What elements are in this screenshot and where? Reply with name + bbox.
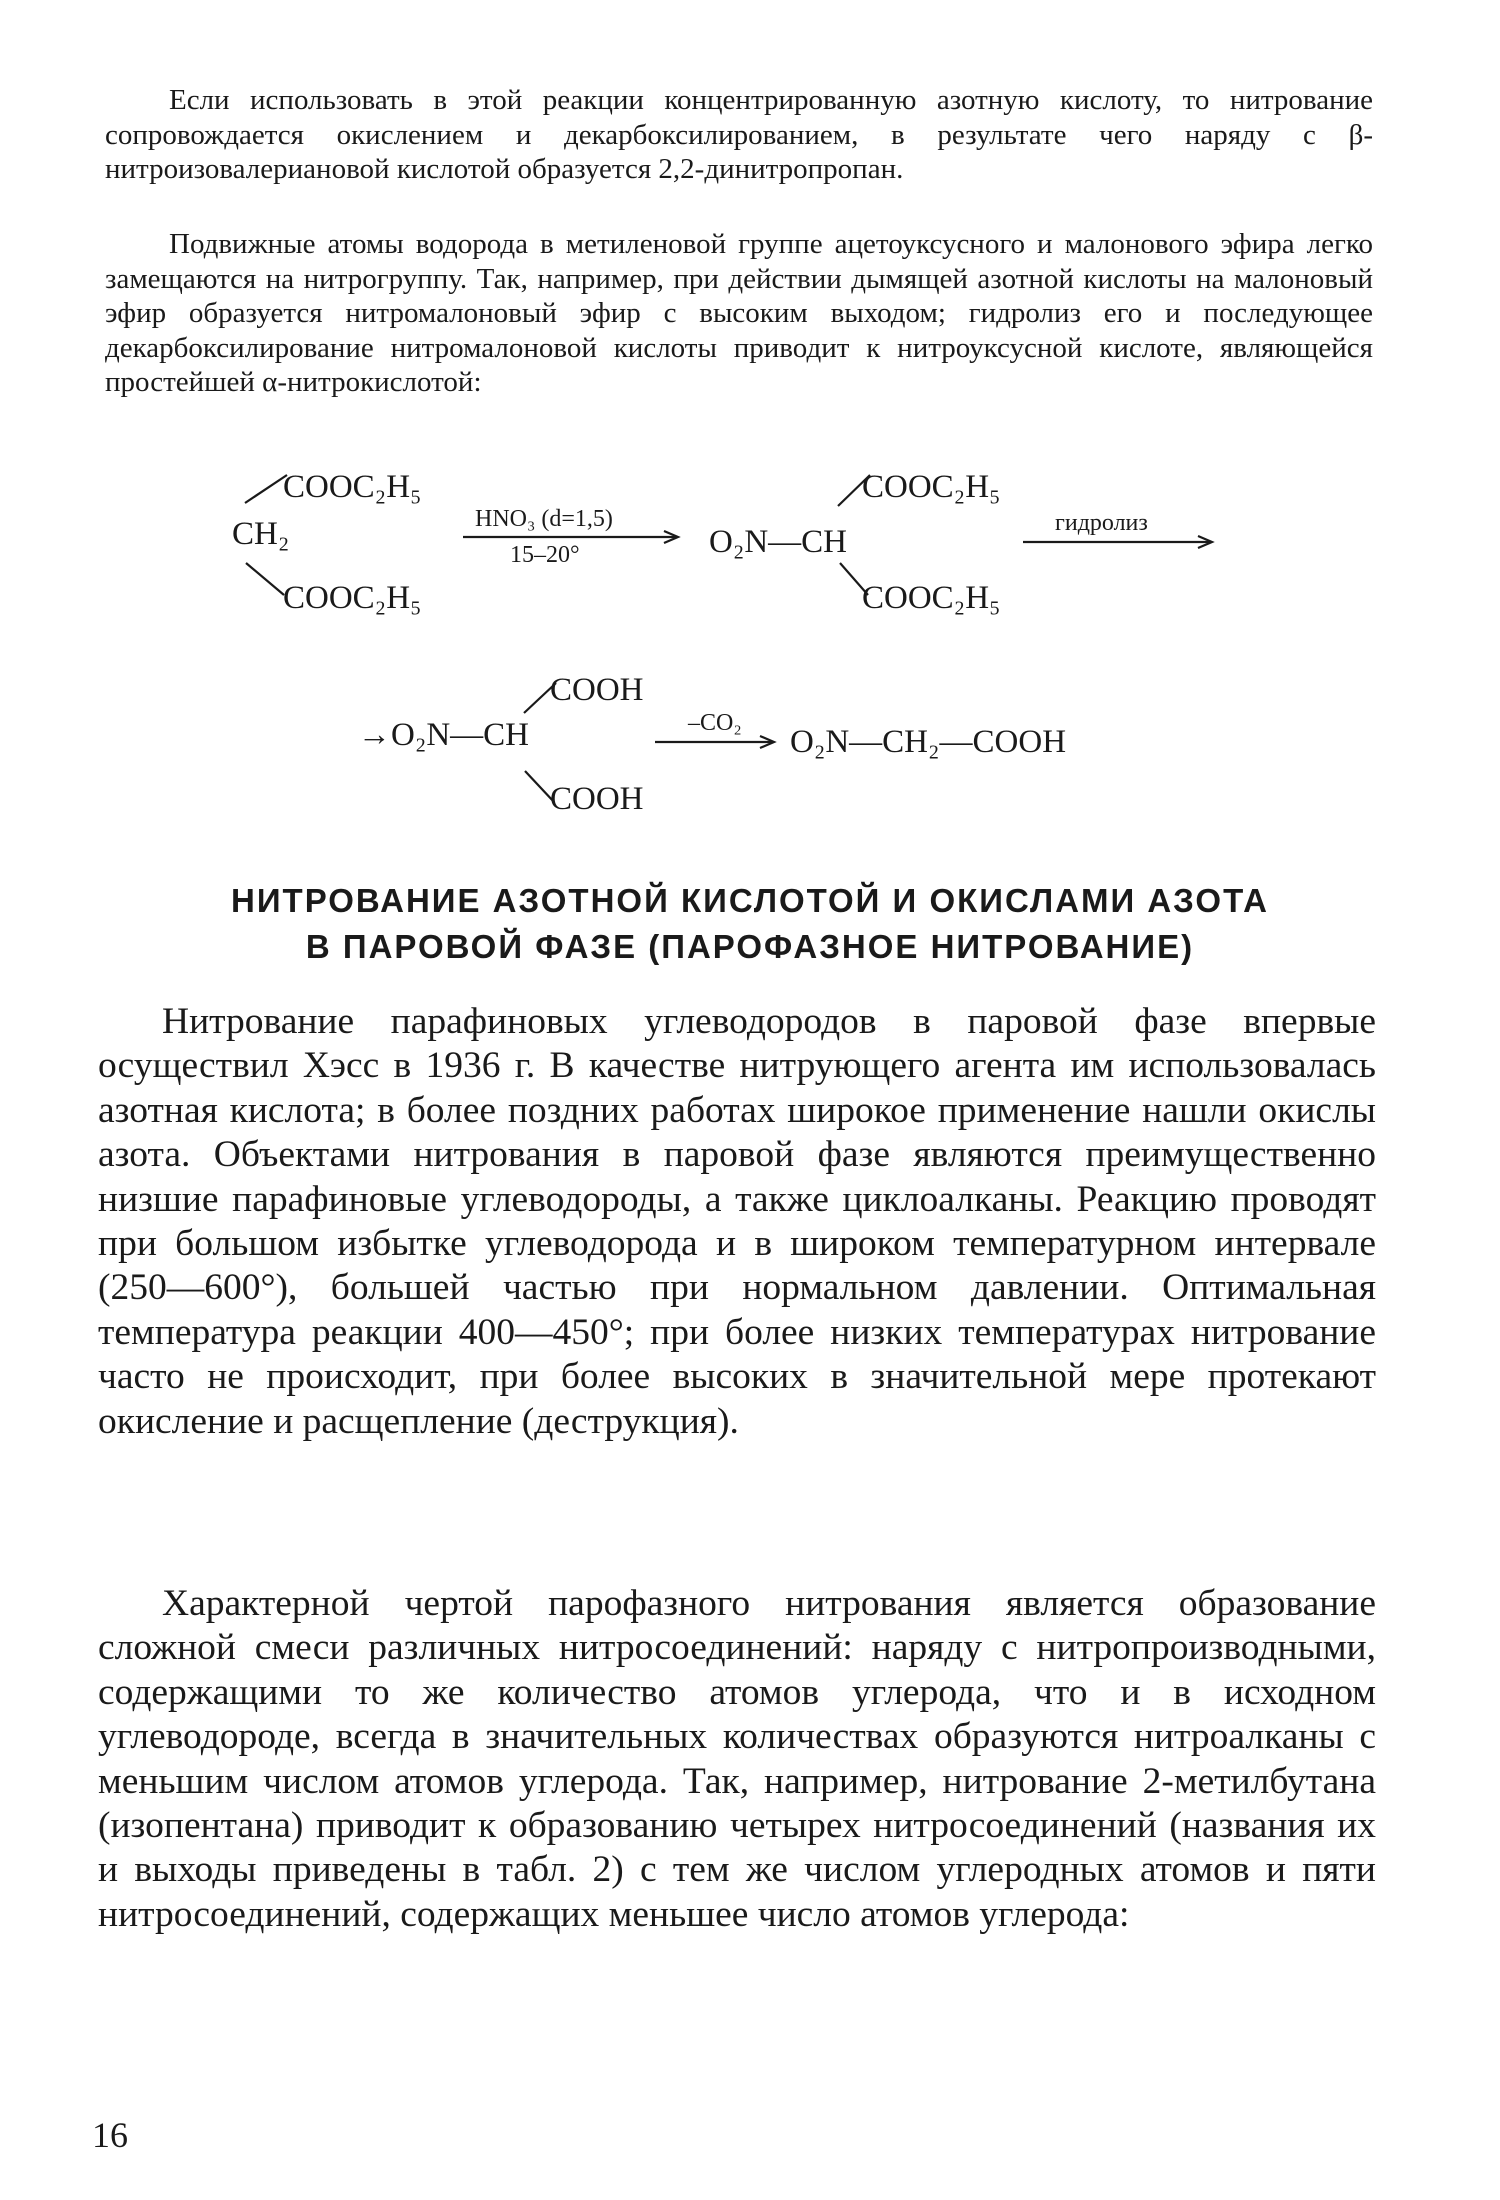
malonic-ester: [232, 469, 422, 616]
paragraph-text: Характерной чертой парофазного нитрования является образование сложной смеси различных нитросоединений: наряду с нитропроизводными, содержащими то же количество атомов углерода, что и в исходном углеводороде, всегда в значительных количествах образуются нитроалканы с меньшим числом атомов углерода. Так, например, нитрование 2-метилбутана (изопентана) приводит к образованию четырех нитросоединений (названия их и выходы приведены в табл. 2) с тем же числом углеродных атомов и пяти нитросоединений, содержащих меньшее число атомов углерода:: [98, 1583, 1376, 1935]
arrow-condition-reagent: HNO₃ (d=1,5): [475, 506, 613, 532]
nitroacetic-acid: O₂N—CH₂—COOH: [790, 724, 1067, 760]
heading-line-2: В ПАРОВОЙ ФАЗЕ (ПАРОФАЗНОЕ НИТРОВАНИЕ): [305, 928, 1195, 965]
nitromalonic-ester-center: O₂N—CH: [709, 524, 848, 560]
reaction-arrow-nitration: [463, 506, 678, 568]
paragraph-nitric-acid-oxidation: [105, 83, 1373, 187]
nitromalonic-ester: [709, 469, 1001, 616]
nitromalonic-acid-bottom: COOH: [550, 781, 644, 817]
reaction-arrow-hydrolysis: [1023, 510, 1212, 548]
malonic-ester-center: CH₂: [232, 516, 290, 552]
paragraph-vapor-phase-nitration: [98, 1000, 1376, 1444]
nitromalonic-ester-top: COOC₂H₅: [862, 469, 1001, 505]
heading-line-1: НИТРОВАНИЕ АЗОТНОЙ КИСЛОТОЙ И ОКИСЛАМИ АЗОТА: [230, 882, 1269, 919]
arrow-condition-hydrolysis: гидролиз: [1055, 510, 1148, 536]
section-heading: [100, 878, 1400, 970]
paragraph-text: Если использовать в этой реакции концентрированную азотную кислоту, то нитрование сопровождается окислением и декарбоксилированием, в результате чего наряду с β-нитроизовалериановой кислотой образуется 2,2-динитропропан.: [105, 84, 1373, 185]
nitromalonic-acid: [358, 672, 644, 817]
arrow-condition-co2: –CO₂: [688, 710, 742, 736]
paragraph-nitro-compounds-mixture: [98, 1582, 1376, 1937]
nitromalonic-acid-center: →O₂N—CH: [358, 717, 530, 753]
arrow-condition-temperature: 15–20°: [510, 542, 580, 568]
nitromalonic-acid-top: COOH: [550, 672, 644, 708]
paragraph-malonic-ester: [105, 227, 1373, 400]
bond-line: [246, 563, 284, 595]
bond-line: [245, 475, 287, 503]
paragraph-text: Нитрование парафиновых углеводородов в паровой фазе впервые осуществил Хэсс в 1936 г. В качестве нитрующего агента им использовалась азотная кислота; в более поздних работах широкое применение нашли окислы азота. Объектами нитрования в паровой фазе являются преимущественно низшие парафиновые углеводороды, а также циклоалканы. Реакцию проводят при большом избытке углеводорода и в широком температурном интервале (250—600°), большей частью при нормальном давлении. Оптимальная температура реакции 400—450°; при более низких температурах нитрование часто не происходит, при более высоких в значительной мере протекают окисление и расщепление (деструкция).: [98, 1001, 1376, 1442]
reaction-arrow-decarboxylation: [655, 710, 774, 748]
malonic-ester-top: COOC₂H₅: [283, 469, 422, 505]
paragraph-text: Подвижные атомы водорода в метиленовой группе ацетоуксусного и малонового эфира легко замещаются на нитрогруппу. Так, например, при действии дымящей азотной кислоты на малоновый эфир образуется нитромалоновый эфир с высоким выходом; гидролиз его и последующее декарбоксилирование нитромалоновой кислоты приводит к нитроуксусной кислоте, являющейся простейшей α-нитрокислотой:: [105, 228, 1373, 398]
malonic-ester-bottom: COOC₂H₅: [283, 580, 422, 616]
nitromalonic-ester-bottom: COOC₂H₅: [862, 580, 1001, 616]
reaction-scheme: [0, 455, 1500, 825]
page-number: 16: [92, 2115, 128, 2155]
